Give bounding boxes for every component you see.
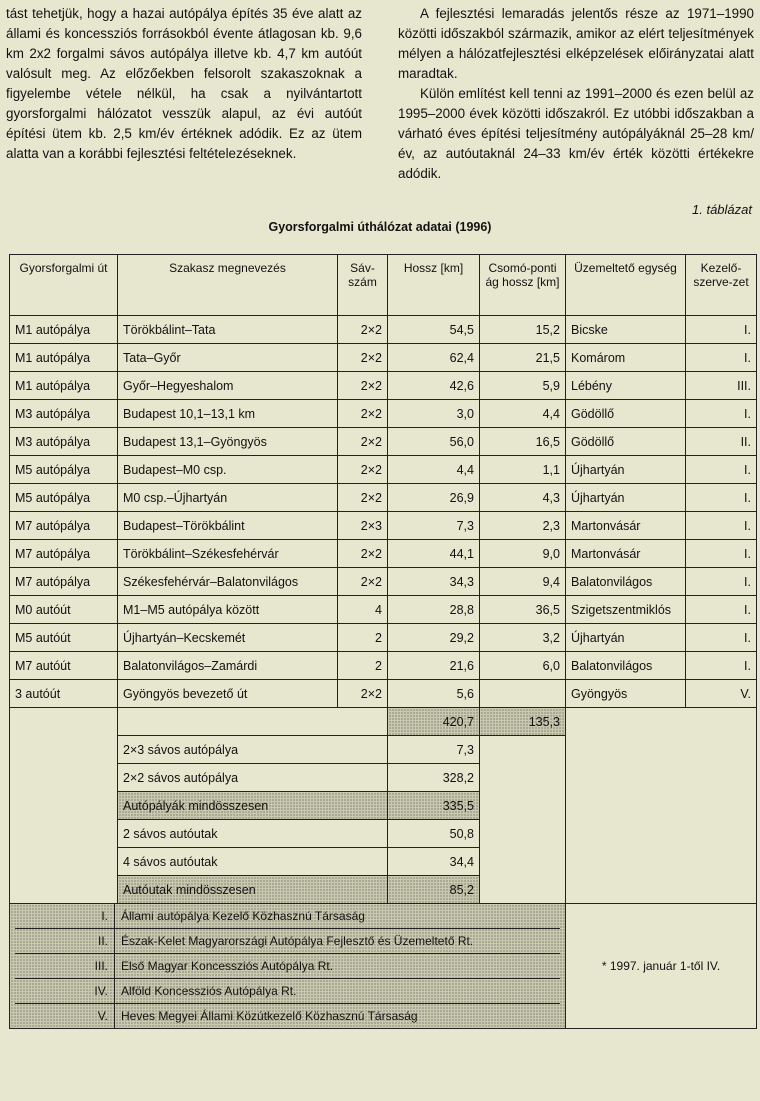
cell-section: Balatonvilágos–Zamárdi xyxy=(118,652,338,680)
cell-junction: 9,0 xyxy=(480,540,566,568)
blank-section-cell xyxy=(118,708,388,736)
left-column xyxy=(6,4,362,184)
cell-junction: 21,5 xyxy=(480,344,566,372)
summary-empty-cell xyxy=(480,792,566,820)
cell-road: M1 autópálya xyxy=(10,372,118,400)
header-lanes: Sáv-szám xyxy=(338,255,388,316)
cell-section: Győr–Hegyeshalom xyxy=(118,372,338,400)
cell-operator: II. xyxy=(686,428,757,456)
cell-road: M0 autóút xyxy=(10,596,118,624)
cell-junction: 4,4 xyxy=(480,400,566,428)
summary-value: 34,4 xyxy=(388,848,480,876)
legend-text: Heves Megyei Állami Közútkezelő Közhasznú Társaság xyxy=(121,1009,418,1023)
cell-section: Törökbálint–Székesfehérvár xyxy=(118,540,338,568)
cell-lanes: 2×2 xyxy=(338,680,388,708)
cell-junction: 15,2 xyxy=(480,316,566,344)
right-paragraph-2: Külön említést kell tenni az 1991–2000 és ezen belül az 1995–2000 évek közötti időszakról. Ez utóbbi időszakban a várható éves építési teljesítmény autópályáknál 25–28 km/év, az autóutaknál 24–33 km/év érték közötti értékekre adódik. xyxy=(398,86,754,181)
table-number: 1. táblázat xyxy=(692,202,752,217)
summary-empty-cell xyxy=(480,764,566,792)
cell-junction: 2,3 xyxy=(480,512,566,540)
summary-value: 7,3 xyxy=(388,736,480,764)
cell-road: M1 autópálya xyxy=(10,316,118,344)
summary-value: 50,8 xyxy=(388,820,480,848)
right-column xyxy=(398,4,754,184)
cell-unit: Balatonvilágos xyxy=(566,652,686,680)
road-network-table xyxy=(9,254,757,1029)
table-row xyxy=(10,624,757,652)
cell-section: Újhartyán–Kecskemét xyxy=(118,624,338,652)
cell-length: 56,0 xyxy=(388,428,480,456)
cell-operator: I. xyxy=(686,316,757,344)
legend-row xyxy=(10,904,757,1029)
header-operator: Kezelő-szerve-zet xyxy=(686,255,757,316)
header-length: Hossz [km] xyxy=(388,255,480,316)
header-junction: Csomó-ponti ág hossz [km] xyxy=(480,255,566,316)
cell-unit: Újhartyán xyxy=(566,484,686,512)
cell-unit: Gödöllő xyxy=(566,428,686,456)
totals-row xyxy=(10,708,757,736)
cell-unit: Szigetszentmiklós xyxy=(566,596,686,624)
cell-junction: 9,4 xyxy=(480,568,566,596)
legend-item xyxy=(15,979,560,1004)
cell-unit: Újhartyán xyxy=(566,624,686,652)
cell-section: M1–M5 autópálya között xyxy=(118,596,338,624)
summary-label: 2×3 sávos autópálya xyxy=(118,736,388,764)
table-row xyxy=(10,456,757,484)
summary-empty-cell xyxy=(480,876,566,904)
table-header-row xyxy=(10,255,757,316)
cell-operator: I. xyxy=(686,400,757,428)
summary-value: 335,5 xyxy=(388,792,480,820)
cell-road: M5 autóút xyxy=(10,624,118,652)
table-row xyxy=(10,344,757,372)
cell-length: 54,5 xyxy=(388,316,480,344)
cell-junction: 3,2 xyxy=(480,624,566,652)
cell-length: 21,6 xyxy=(388,652,480,680)
summary-label: Autópályák mindösszesen xyxy=(118,792,388,820)
cell-length: 28,8 xyxy=(388,596,480,624)
cell-road: M1 autópálya xyxy=(10,344,118,372)
legend-text: Állami autópálya Kezelő Közhasznú Társaság xyxy=(121,909,365,923)
legend-text: Alföld Koncessziós Autópálya Rt. xyxy=(121,984,297,998)
cell-junction xyxy=(480,680,566,708)
cell-road: M7 autópálya xyxy=(10,512,118,540)
cell-unit: Martonvásár xyxy=(566,512,686,540)
cell-operator: I. xyxy=(686,540,757,568)
cell-lanes: 2×2 xyxy=(338,316,388,344)
header-unit: Üzemeltető egység xyxy=(566,255,686,316)
cell-lanes: 2×2 xyxy=(338,344,388,372)
legend-text: Első Magyar Koncessziós Autópálya Rt. xyxy=(121,959,334,973)
legend-code: III. xyxy=(15,954,115,978)
cell-lanes: 2 xyxy=(338,624,388,652)
summary-empty-cell xyxy=(480,820,566,848)
summary-value: 85,2 xyxy=(388,876,480,904)
cell-junction: 36,5 xyxy=(480,596,566,624)
legend-item xyxy=(15,954,560,979)
cell-operator: I. xyxy=(686,596,757,624)
cell-unit: Komárom xyxy=(566,344,686,372)
cell-section: M0 csp.–Újhartyán xyxy=(118,484,338,512)
cell-operator: I. xyxy=(686,456,757,484)
cell-section: Budapest 13,1–Gyöngyös xyxy=(118,428,338,456)
cell-operator: V. xyxy=(686,680,757,708)
cell-operator: I. xyxy=(686,484,757,512)
cell-section: Budapest 10,1–13,1 km xyxy=(118,400,338,428)
text-columns xyxy=(6,4,754,184)
summary-value: 328,2 xyxy=(388,764,480,792)
cell-length: 62,4 xyxy=(388,344,480,372)
cell-road: M3 autópálya xyxy=(10,428,118,456)
cell-section: Törökbálint–Tata xyxy=(118,316,338,344)
cell-unit: Újhartyán xyxy=(566,456,686,484)
left-paragraph: tást tehetjük, hogy a hazai autópálya építés 35 éve alatt az állami és koncessziós forrásokból évente átlagosan kb. 9,6 km 2x2 forgalmi sávos autópálya illetve kb. 4,7 km autóút valósult meg. Az előzőekben felsorolt szakaszoknak a figyelembe vétele nélkül, ha csak a nyilvántartott gyorsforgalmi hálózatot vesszük alapul, az évi autóút építési ütem kb. 2,5 km/év értéknek adódik. Ez az ütem alatta van a korábbi fejlesztési feltételezéseknek. xyxy=(6,6,362,161)
cell-lanes: 2×2 xyxy=(338,540,388,568)
cell-length: 4,4 xyxy=(388,456,480,484)
cell-junction: 4,3 xyxy=(480,484,566,512)
cell-lanes: 4 xyxy=(338,596,388,624)
table-row xyxy=(10,400,757,428)
summary-label: 2 sávos autóutak xyxy=(118,820,388,848)
cell-length: 29,2 xyxy=(388,624,480,652)
cell-operator: I. xyxy=(686,652,757,680)
header-section: Szakasz megnevezés xyxy=(118,255,338,316)
cell-lanes: 2×2 xyxy=(338,568,388,596)
summary-empty-cell xyxy=(480,736,566,764)
cell-operator: I. xyxy=(686,624,757,652)
table-row xyxy=(10,568,757,596)
cell-road: M3 autópálya xyxy=(10,400,118,428)
table-title: Gyorsforgalmi úthálózat adatai (1996) xyxy=(268,220,492,234)
summary-empty-cell xyxy=(480,848,566,876)
blank-right-cell xyxy=(566,708,757,904)
cell-unit: Bicske xyxy=(566,316,686,344)
blank-road-cell xyxy=(10,708,118,904)
cell-operator: I. xyxy=(686,344,757,372)
header-road: Gyorsforgalmi út xyxy=(10,255,118,316)
table-row xyxy=(10,596,757,624)
legend-item xyxy=(15,1004,560,1028)
cell-section: Gyöngyös bevezető út xyxy=(118,680,338,708)
cell-lanes: 2×3 xyxy=(338,512,388,540)
total-junction: 135,3 xyxy=(480,708,566,736)
table-row xyxy=(10,316,757,344)
cell-length: 3,0 xyxy=(388,400,480,428)
cell-unit: Martonvásár xyxy=(566,540,686,568)
footnote: * 1997. január 1-től IV. xyxy=(566,904,757,1029)
cell-unit: Lébény xyxy=(566,372,686,400)
legend-item xyxy=(15,904,560,929)
cell-junction: 5,9 xyxy=(480,372,566,400)
cell-operator: I. xyxy=(686,512,757,540)
legend-text: Észak-Kelet Magyarországi Autópálya Fejlesztő és Üzemeltető Rt. xyxy=(121,934,474,948)
cell-length: 34,3 xyxy=(388,568,480,596)
cell-section: Budapest–M0 csp. xyxy=(118,456,338,484)
cell-section: Székesfehérvár–Balatonvilágos xyxy=(118,568,338,596)
operator-legend xyxy=(10,904,566,1029)
table-row xyxy=(10,680,757,708)
cell-operator: I. xyxy=(686,568,757,596)
table-row xyxy=(10,372,757,400)
cell-junction: 6,0 xyxy=(480,652,566,680)
cell-length: 42,6 xyxy=(388,372,480,400)
table-row xyxy=(10,512,757,540)
table-row xyxy=(10,652,757,680)
cell-road: M5 autópálya xyxy=(10,484,118,512)
total-length: 420,7 xyxy=(388,708,480,736)
cell-lanes: 2×2 xyxy=(338,400,388,428)
cell-unit: Gyöngyös xyxy=(566,680,686,708)
cell-junction: 16,5 xyxy=(480,428,566,456)
cell-road: M7 autópálya xyxy=(10,540,118,568)
summary-label: 4 sávos autóutak xyxy=(118,848,388,876)
summary-label: Autóutak mindösszesen xyxy=(118,876,388,904)
cell-road: M7 autóút xyxy=(10,652,118,680)
cell-unit: Gödöllő xyxy=(566,400,686,428)
cell-operator: III. xyxy=(686,372,757,400)
cell-lanes: 2×2 xyxy=(338,428,388,456)
cell-road: 3 autóút xyxy=(10,680,118,708)
legend-item xyxy=(15,929,560,954)
cell-junction: 1,1 xyxy=(480,456,566,484)
cell-section: Budapest–Törökbálint xyxy=(118,512,338,540)
table-row xyxy=(10,484,757,512)
table-row xyxy=(10,540,757,568)
cell-unit: Balatonvilágos xyxy=(566,568,686,596)
cell-road: M5 autópálya xyxy=(10,456,118,484)
cell-lanes: 2 xyxy=(338,652,388,680)
cell-section: Tata–Győr xyxy=(118,344,338,372)
cell-lanes: 2×2 xyxy=(338,372,388,400)
summary-label: 2×2 sávos autópálya xyxy=(118,764,388,792)
legend-code: I. xyxy=(15,904,115,928)
cell-length: 5,6 xyxy=(388,680,480,708)
cell-lanes: 2×2 xyxy=(338,484,388,512)
cell-length: 7,3 xyxy=(388,512,480,540)
legend-code: II. xyxy=(15,929,115,953)
right-paragraph-1: A fejlesztési lemaradás jelentős része az 1971–1990 közötti időszakból származik, amikor az elért teljesítmények mélyen a hálózatfejlesztési elképzelések előirányzatai alatt maradtak. xyxy=(398,6,754,81)
legend-code: IV. xyxy=(15,979,115,1003)
cell-length: 26,9 xyxy=(388,484,480,512)
table-row xyxy=(10,428,757,456)
cell-road: M7 autópálya xyxy=(10,568,118,596)
cell-lanes: 2×2 xyxy=(338,456,388,484)
legend-code: V. xyxy=(15,1004,115,1028)
cell-length: 44,1 xyxy=(388,540,480,568)
